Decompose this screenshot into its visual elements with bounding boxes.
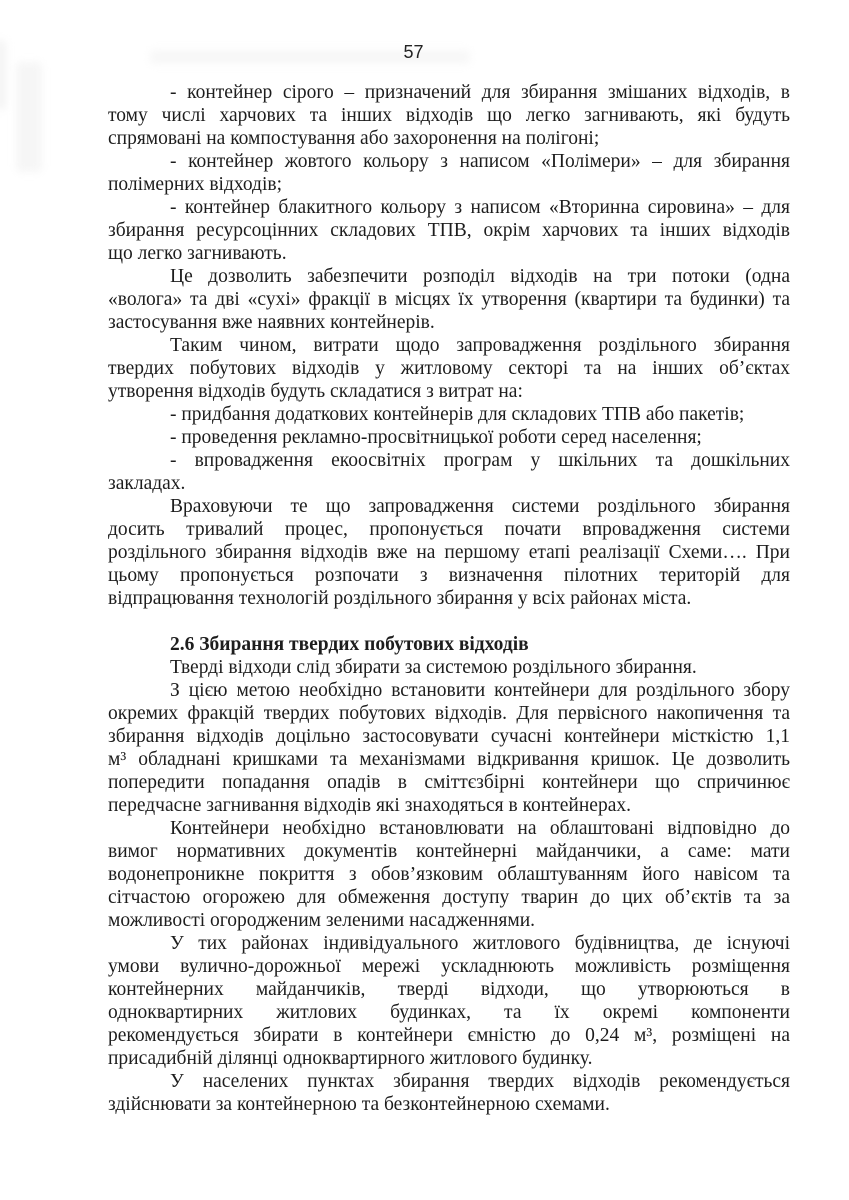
text-line: Враховуючи те що запровадження системи роздільного збирання (170, 496, 790, 517)
text-line: закладах. (108, 473, 186, 494)
text-line: утворення відходів будуть складатися з витрат на: (108, 381, 523, 402)
text-line: умови вулично-дорожньої мережі ускладнюють можливість розміщення (108, 956, 790, 977)
paragraph (108, 403, 790, 426)
paragraph (108, 81, 790, 150)
text-line: попередити попадання опадів в сміттєзбірні контейнери що спричинює (108, 772, 790, 793)
text-line: полімерних відходів; (108, 174, 283, 195)
paragraph (108, 932, 790, 1070)
text-line: - контейнер жовтого кольору з написом «Полімери» – для збирання (170, 151, 790, 172)
text-line: - придбання додаткових контейнерів для складових ТПВ або пакетів; (170, 404, 745, 425)
text-line: спрямовані на компостування або захоронення на полігоні; (108, 128, 600, 149)
text-line: застосування вже наявних контейнерів. (108, 312, 435, 333)
text-line: Контейнери необхідно встановлювати на облаштовані відповідно до (170, 818, 790, 839)
text-line: З цією метою необхідно встановити контейнери для роздільного збору (170, 680, 790, 701)
text-line: присадибній ділянці одноквартирного житлового будинку. (108, 1048, 593, 1069)
text-line: передчасне загнивання відходів які знаходяться в контейнерах. (108, 795, 631, 816)
text-line: 2.6 Збирання твердих побутових відходів (170, 634, 529, 655)
text-line: окремих фракцій твердих побутових відходів. Для первісного накопичення та (108, 703, 790, 724)
text-line: - проведення рекламно-просвітницької роботи серед населення; (170, 427, 702, 448)
text-line: водонепроникне покриття з обов’язковим облаштуванням його навісом та (108, 864, 790, 885)
text-line: - впровадження екоосвітніх програм у шкільних та дошкільних (170, 450, 790, 471)
paragraph (108, 1070, 790, 1116)
text-line: відпрацювання технологій роздільного збирання у всіх районах міста. (108, 588, 692, 609)
text-line: збирання відходів доцільно застосовувати сучасні контейнери місткістю 1,1 (108, 726, 790, 747)
paragraph (108, 449, 790, 495)
document-body (108, 81, 790, 1116)
text-line: можливості огородженим зеленими насадженнями. (108, 910, 536, 931)
text-line: - контейнер блакитного кольору з написом «Вторинна сировина» – для (170, 197, 790, 218)
text-line: контейнерних майданчиків, тверді відходи, що утворюються в (108, 979, 790, 1000)
page-number: 57 (403, 42, 424, 62)
text-line: «волога» та дві «сухі» фракції в місцях їх утворення (квартири та будинки) та (108, 289, 790, 310)
paragraph (108, 334, 790, 403)
text-line: сітчастою огорожею для обмеження доступу тварин до цих об’єктів та за (108, 887, 790, 908)
text-line: тому числі харчових та інших відходів що легко загнивають, які будуть (108, 105, 790, 126)
text-line: м³ обладнані кришками та механізмами відкривання кришок. Це дозволить (108, 749, 790, 770)
text-line: збирання ресурсоцінних складових ТПВ, окрім харчових та інших відходів (108, 220, 790, 241)
text-line: У тих районах індивідуального житлового будівництва, де існуючі (170, 933, 790, 954)
paragraph (108, 265, 790, 334)
paragraph (108, 817, 790, 932)
paragraph (108, 656, 790, 679)
scan-artifact (16, 62, 42, 172)
text-line: одноквартирних житлових будинках, та їх окремі компоненти (108, 1002, 790, 1023)
text-line: що легко загнивають. (108, 243, 287, 264)
text-line: цьому пропонується розпочати з визначення пілотних територій для (108, 565, 790, 586)
text-line: роздільного збирання відходів вже на першому етапі реалізації Схеми…. При (108, 542, 790, 563)
paragraph (108, 196, 790, 265)
paragraph (108, 495, 790, 610)
text-line: здійснювати за контейнерною та безконтейнерною схемами. (108, 1094, 610, 1115)
text-line: Тверді відходи слід збирати за системою роздільного збирання. (170, 657, 697, 678)
text-line: Таким чином, витрати щодо запровадження роздільного збирання (170, 335, 790, 356)
text-line: У населених пунктах збирання твердих відходів рекомендується (170, 1071, 790, 1092)
paragraph (108, 426, 790, 449)
section-heading (108, 633, 790, 656)
text-line: досить тривалий процес, пропонується почати впровадження системи (108, 519, 790, 540)
text-line: Це дозволить забезпечити розподіл відходів на три потоки (одна (170, 266, 790, 287)
text-line: - контейнер сірого – призначений для збирання змішаних відходів, в (170, 82, 790, 103)
paragraph (108, 150, 790, 196)
text-line: твердих побутових відходів у житловому секторі та на інших об’єктах (108, 358, 790, 379)
text-line: вимог нормативних документів контейнерні майданчики, а саме: мати (108, 841, 790, 862)
paragraph (108, 679, 790, 817)
text-line: рекомендується збирати в контейнери ємністю до 0,24 м³, розміщені на (108, 1025, 790, 1046)
